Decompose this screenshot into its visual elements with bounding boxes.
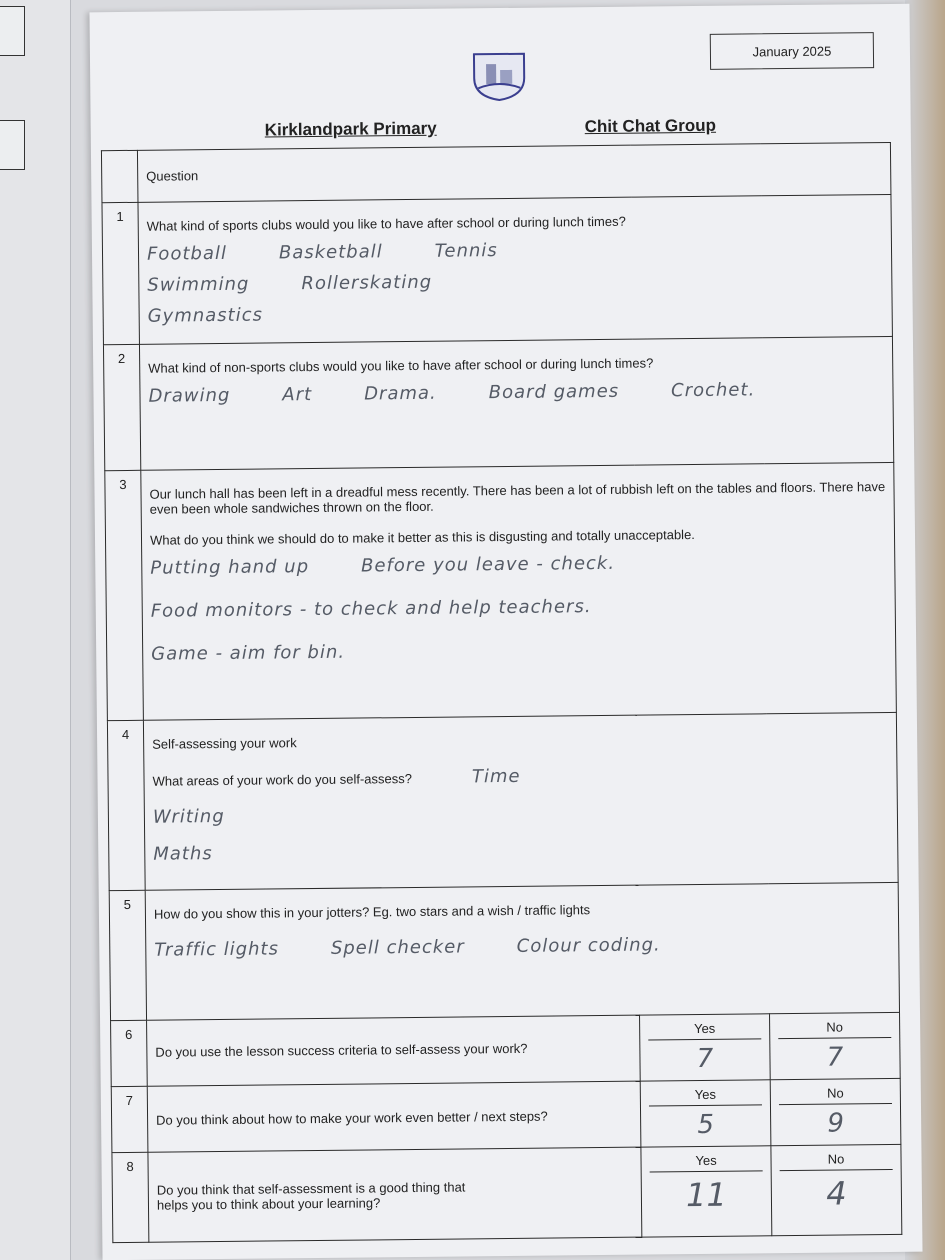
question-number: 1 — [102, 202, 139, 344]
handwritten-answer: Spell checker — [330, 936, 465, 959]
date-box: January 2025 — [710, 32, 874, 70]
question-text: Self-assessing your work — [152, 735, 297, 752]
question-number: 7 — [111, 1086, 148, 1152]
question-text: What kind of sports clubs would you like to have after school or during lunch times? — [146, 213, 626, 234]
question-text: How do you show this in your jotters? Eg. two stars and a wish / traffic lights — [153, 902, 591, 922]
question-text: Do you think that self-assessment is a good thing that helps you to think about your learning? — [148, 1147, 642, 1242]
table-row — [109, 882, 899, 1020]
question-text: Do you think about how to make your work even better / next steps? — [147, 1081, 641, 1152]
question-header: Question — [137, 142, 891, 202]
handwritten-answer: Drama. — [364, 382, 437, 405]
question-number: 2 — [103, 344, 140, 470]
handwritten-answer: Time — [471, 765, 521, 788]
question-text: Do you use the lesson success criteria to self-assess your work? — [147, 1015, 641, 1086]
question-text: What areas of your work do you self-assess? — [152, 770, 412, 789]
adjacent-page — [0, 0, 71, 1260]
question-number: 8 — [112, 1152, 149, 1242]
handwritten-answer: Swimming — [147, 273, 250, 296]
handwritten-answer: Gymnastics — [147, 304, 264, 327]
question-text: What do you think we should do to make it better as this is disgusting and totally unacceptable. — [149, 527, 695, 548]
no-cell — [770, 1012, 901, 1079]
table-row — [103, 336, 893, 470]
handwritten-answer: Writing — [152, 805, 225, 828]
question-cell — [143, 712, 898, 890]
handwritten-answer: Food monitors - to check and help teachers. — [150, 596, 592, 622]
no-label: No — [779, 1151, 892, 1171]
handwritten-answer: Rollerskating — [301, 271, 433, 295]
question-text: What kind of non-sports clubs would you like to have after school or during lunch times? — [148, 355, 654, 376]
handwritten-answer: Basketball — [278, 241, 383, 264]
yes-cell — [640, 1080, 771, 1147]
no-count: 9 — [827, 1108, 845, 1139]
yes-count: 7 — [696, 1043, 714, 1075]
no-label: No — [778, 1019, 891, 1039]
no-count: 7 — [826, 1042, 844, 1073]
question-text: Our lunch hall has been left in a dreadful mess recently. There has been a lot of rubbish left on the tables and floors. There have even been whole sandwiches thrown on the floor. — [149, 479, 886, 517]
yes-no-row — [111, 1078, 901, 1152]
no-label: No — [779, 1085, 892, 1105]
question-number: 3 — [105, 470, 144, 720]
yes-no-row — [112, 1144, 902, 1242]
school-crest-icon — [470, 50, 529, 103]
yes-count: 5 — [697, 1109, 715, 1141]
question-cell — [141, 462, 897, 720]
question-number: 6 — [111, 1020, 148, 1086]
question-cell — [138, 194, 892, 344]
table-row — [102, 194, 892, 344]
no-count: 4 — [826, 1174, 847, 1213]
yes-count: 11 — [685, 1175, 727, 1215]
yes-no-row — [111, 1012, 901, 1086]
question-cell — [139, 336, 893, 470]
handwritten-answer: Art — [282, 384, 313, 406]
handwritten-answer: Football — [146, 242, 228, 265]
handwritten-answer: Board games — [488, 380, 620, 404]
question-text — [152, 762, 888, 791]
page-tab — [0, 6, 25, 56]
handwritten-answer: Game - aim for bin. — [151, 641, 346, 665]
table-row — [107, 712, 898, 890]
handwritten-answer: Colour coding. — [516, 934, 661, 957]
handwritten-answer: Drawing — [148, 384, 231, 407]
page-tab — [0, 120, 25, 170]
yes-cell — [640, 1014, 771, 1081]
yes-label: Yes — [649, 1086, 762, 1106]
number-cell — [101, 150, 138, 202]
handwritten-answer: Traffic lights — [154, 938, 280, 961]
handwritten-answer: Tennis — [434, 240, 498, 262]
group-name: Chit Chat Group — [584, 115, 717, 137]
survey-sheet — [89, 4, 922, 1260]
handwritten-answer: Putting hand up — [150, 556, 310, 579]
handwritten-answer: Crochet. — [670, 379, 756, 402]
header-row — [101, 142, 891, 202]
yes-cell — [641, 1146, 772, 1237]
handwritten-answer: Before you leave - check. — [360, 552, 616, 577]
handwritten-answer: Maths — [153, 843, 213, 865]
school-name: Kirklandpark Primary — [264, 118, 437, 140]
survey-table — [101, 142, 902, 1243]
no-cell — [770, 1078, 901, 1145]
no-cell — [771, 1144, 902, 1235]
question-number: 4 — [107, 720, 145, 890]
yes-label: Yes — [648, 1020, 761, 1040]
table-row — [105, 462, 897, 720]
question-number: 5 — [109, 890, 146, 1020]
question-cell — [145, 882, 899, 1020]
yes-label: Yes — [649, 1152, 762, 1172]
